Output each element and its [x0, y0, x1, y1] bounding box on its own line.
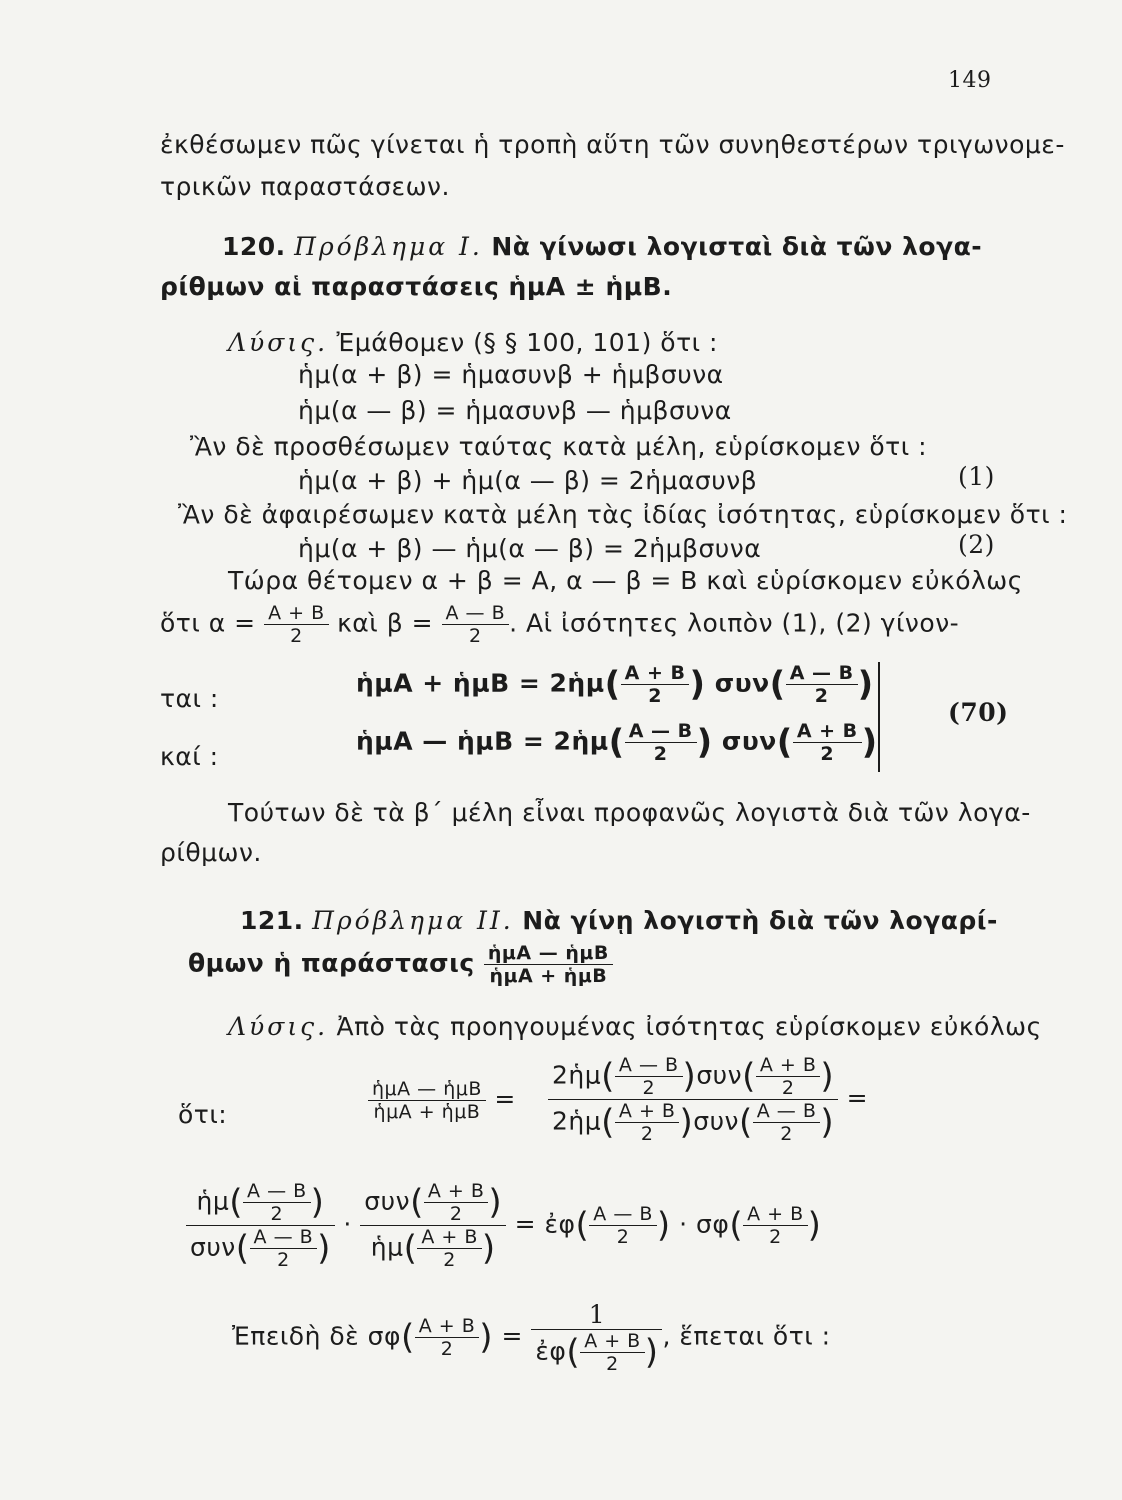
solution-2-intro: [228, 1012, 1042, 1041]
label-tai: ται :: [160, 684, 219, 713]
reciprocal-fraction: 1 ἐφ( $\frac{A + B}{2}$ ): [531, 1300, 662, 1375]
text-conclusion-cont: ρίθμων.: [160, 838, 262, 867]
fraction-b: $\frac{A — B}{2}$: [442, 602, 510, 647]
right-brace: [862, 662, 880, 772]
text-substitution: Τώρα θέτομεν α + β = Α, α — β = Β καὶ εὑρίσκομεν εὐκόλως: [228, 566, 1023, 595]
ratio-lhs: $\frac{\text{ἡμΑ — ἡμΒ}}{\text{ἡμΑ + ἡμΒ}}$ =: [368, 1078, 516, 1123]
formula-70a: ἡμΑ + ἡμΒ = 2ἡμ( $\frac{A + B}{2}$ ) συν( $\frac{A — B}{2}$ ): [356, 662, 874, 707]
equation-number-70: (70): [948, 698, 1009, 727]
solution-1-intro: [228, 328, 718, 357]
section-121-heading: [240, 906, 998, 935]
equation-number-1: (1): [958, 462, 995, 491]
text-oti-a: ὅτι α =: [160, 608, 256, 638]
problem-title: Νὰ γίνῃ λογιστὴ διὰ τῶν λογαρί-: [522, 906, 998, 935]
problem-label: Πρόβλημα ΙΙ.: [312, 906, 514, 935]
solution-label: Λύσις.: [228, 328, 329, 357]
formula-2: ἡμ(α + β) — ἡμ(α — β) = 2ἡμβσυνα: [298, 534, 762, 563]
equation-number-2: (2): [958, 530, 995, 559]
section-120-heading: [222, 232, 982, 261]
expression-fraction: $\frac{\text{ἡμΑ — ἡμΒ}}{\text{ἡμΑ + ἡμΒ}}$: [484, 942, 613, 987]
formula-sum: ἡμ(α + β) = ἡμασυνβ + ἡμβσυνα: [298, 360, 724, 389]
section-121-title-cont: θμων ἡ παράστασις $\frac{\text{ἡμΑ — ἡμΒ}}{\text{ἡμΑ + ἡμΒ}}$: [188, 942, 613, 987]
formula-1: ἡμ(α + β) + ἡμ(α — β) = 2ἡμασυνβ: [298, 466, 758, 495]
label-oti: ὅτι:: [178, 1100, 228, 1129]
ratio-rhs: 2ἡμ( $\frac{A — B}{2}$ )συν( $\frac{A + B}{2}$ ) 2ἡμ( $\frac{A + B}{2}$ )συν( $\frac{A — B}{2}$ ) =: [548, 1054, 868, 1145]
intro-line-2: τρικῶν παραστάσεων.: [160, 172, 450, 201]
intro-line-1: ἐκθέσωμεν πῶς γίνεται ἡ τροπὴ αὕτη τῶν συνηθεστέρων τριγωνομε-: [160, 130, 1065, 159]
text-add: Ἂν δὲ προσθέσωμεν ταύτας κατὰ μέλη, εὑρίσκομεν ὅτι :: [190, 432, 928, 461]
label-kai: καί :: [160, 742, 219, 771]
product-expression: ἡμ( $\frac{A — B}{2}$ ) συν( $\frac{A — B}{2}$ ) · συν( $\frac{A + B}{2}$ ) ἡμ( $\frac{A + B}{2}$ ) = ἐφ( $\frac{A — B}{2}$ ) · σφ( $\frac{A + B}{2}$ ): [186, 1180, 821, 1271]
half-angle-line: [160, 602, 959, 647]
page-number: 149: [948, 68, 992, 93]
final-statement: Ἐπειδὴ δὲ σφ( $\frac{A + B}{2}$ ) = 1 ἐφ( $\frac{A + B}{2}$ ) , ἕπεται ὅτι :: [232, 1300, 831, 1375]
text-subtract: Ἂν δὲ ἀφαιρέσωμεν κατὰ μέλη τὰς ἰδίας ἰσότητας, εὑρίσκομεν ὅτι :: [178, 500, 1068, 529]
section-number: 121.: [240, 906, 304, 935]
solution-label: Λύσις.: [228, 1012, 329, 1041]
solution-text: Ἀπὸ τὰς προηγουμένας ἰσότητας εὑρίσκομεν εὐκόλως: [336, 1012, 1042, 1041]
section-number: 120.: [222, 232, 286, 261]
section-120-title-cont: ρίθμων αἱ παραστάσεις ἡμΑ ± ἡμΒ.: [160, 272, 673, 301]
problem-label: Πρόβλημα Ι.: [294, 232, 483, 261]
text-conclusion: Τούτων δὲ τὰ β΄ μέλη εἶναι προφανῶς λογιστὰ διὰ τῶν λογα-: [228, 798, 1031, 827]
solution-text: Ἐμάθομεν (§ § 100, 101) ὅτι :: [336, 328, 718, 357]
formula-diff: ἡμ(α — β) = ἡμασυνβ — ἡμβσυνα: [298, 396, 732, 425]
fraction-a: $\frac{A + B}{2}$: [264, 602, 329, 647]
text-becomes: . Αἱ ἰσότητες λοιπὸν (1), (2) γίνον-: [509, 608, 960, 638]
formula-70b: ἡμΑ — ἡμΒ = 2ἡμ( $\frac{A — B}{2}$ ) συν( $\frac{A + B}{2}$ ): [356, 720, 878, 765]
problem-title: Νὰ γίνωσι λογισταὶ διὰ τῶν λογα-: [491, 232, 983, 261]
text-kai-b: καὶ β =: [337, 608, 434, 638]
